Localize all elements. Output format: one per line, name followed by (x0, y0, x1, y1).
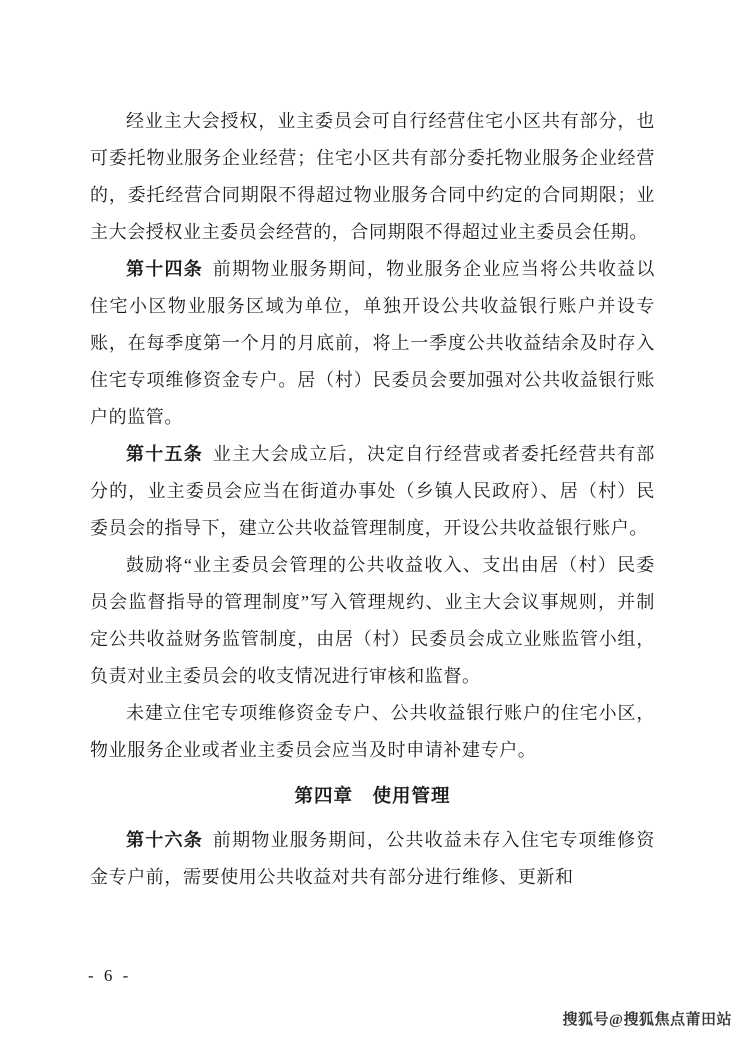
document-body (90, 103, 655, 896)
paragraph (90, 822, 655, 896)
paragraph (90, 103, 655, 251)
article-number: 第十五条 (126, 444, 203, 464)
paragraph (90, 436, 655, 547)
paragraph (90, 251, 655, 436)
chapter-heading: 第四章 使用管理 (294, 787, 451, 807)
watermark: 搜狐号@搜狐焦点莆田站 (562, 1012, 732, 1028)
paragraph-text: 未建立住宅专项维修资金专户、公共收益银行账户的住宅小区，物业服务企业或者业主委员会应当及时申请补建专户。 (90, 703, 655, 760)
paragraph-text: 经业主大会授权，业主委员会可自行经营住宅小区共有部分，也可委托物业服务企业经营；住宅小区共有部分委托物业服务企业经营的，委托经营合同期限不得超过物业服务合同中约定的合同期限；业主大会授权业主委员会经营的，合同期限不得超过业主委员会任期。 (90, 111, 655, 242)
article-number: 第十六条 (126, 830, 203, 850)
article-number: 第十四条 (126, 259, 203, 279)
paragraph-text: 业主大会成立后，决定自行经营或者委托经营共有部分的，业主委员会应当在街道办事处（乡镇人民政府）、居（村）民委员会的指导下，建立公共收益管理制度，开设公共收益银行账户。 (90, 444, 655, 538)
paragraph (90, 695, 655, 769)
paragraph (90, 547, 655, 695)
paragraph-text: 鼓励将“业主委员会管理的公共收益收入、支出由居（村）民委员会监督指导的管理制度”写入管理规约、业主大会议事规则，并制定公共收益财务监管制度，由居（村）民委员会成立业账监管小组，负责对业主委员会的收支情况进行审核和监督。 (90, 555, 655, 686)
paragraph-text: 前期物业服务期间，物业服务企业应当将公共收益以住宅小区物业服务区域为单位，单独开设公共收益银行账户并设专账，在每季度第一个月的月底前，将上一季度公共收益结余及时存入住宅专项维修资金专户。居（村）民委员会要加强对公共收益银行账户的监管。 (90, 259, 655, 427)
paragraph-text: 前期物业服务期间，公共收益未存入住宅专项维修资金专户前，需要使用公共收益对共有部分进行维修、更新和 (90, 830, 655, 887)
page-number: - 6 - (88, 966, 132, 985)
